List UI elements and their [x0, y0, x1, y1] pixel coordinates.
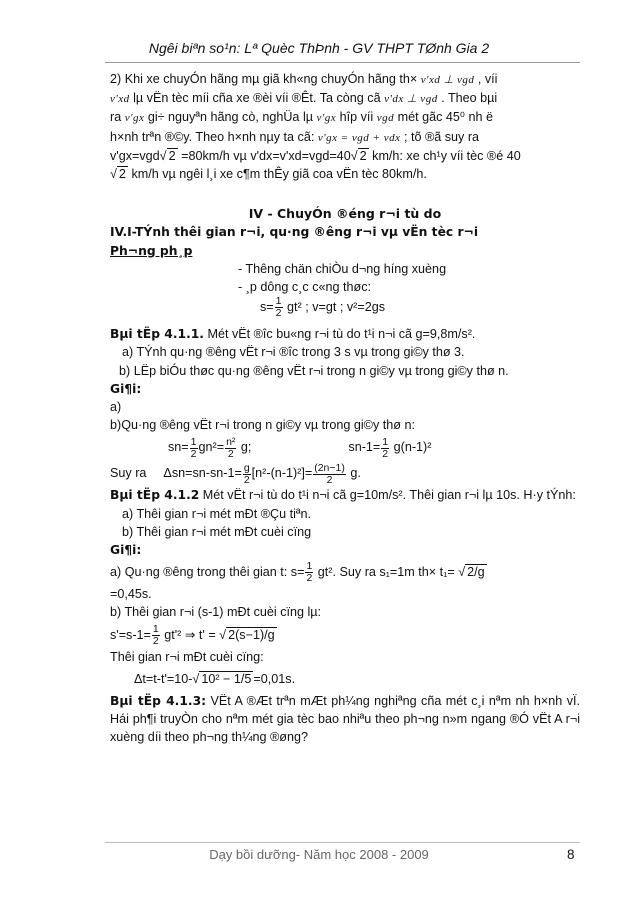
- fraction: $\frac{1}{2}$: [275, 295, 282, 320]
- text: h×nh trªn ®©y. Theo h×nh nµy ta cã:: [110, 129, 315, 144]
- sqrt-symbol: √ 2: [350, 148, 367, 163]
- subsection-title: IV.I-TÝnh thêi gian r¬i, qu·ng ®êng r¬i vµ vËn tèc r¬i: [110, 225, 479, 240]
- formula-t-prime: s'=s-1= $\frac{1}{2}$ gt'² ⇒ t' = √ 2(s−1)/g: [110, 622, 275, 647]
- solution-b: b)Qu·ng ®êng vËt r¬i trong n gi©y vµ trong gi©y thø n:: [110, 418, 415, 433]
- text: . Theo bµi: [441, 91, 498, 106]
- method-heading: Ph¬ng ph¸p: [110, 243, 193, 258]
- formula-sn: sn= $\frac{1}{2}$ gn²= $\frac{\text{n²}}{2}$ g; sn-1= $\frac{1}{2}$ g(n-1)²: [168, 435, 432, 460]
- page-number: 8: [567, 847, 575, 862]
- vector-expression: v'xd: [110, 93, 130, 106]
- exercise-4-1-1: Bµi tËp 4.1.1. Mét vËt ®îc bu«ng r¬i tù do t¹i n¬i cã g=9,8m/s².: [110, 327, 476, 342]
- text: km/h vµ ngêi l¸i xe c¶m thÊy giã coa vËn tèc 80km/h.: [131, 167, 427, 182]
- solution-a: a): [110, 400, 122, 415]
- vector-expression: v'dx ⊥ vgd: [384, 93, 438, 106]
- text: , víi: [477, 72, 498, 86]
- content: [110, 70, 580, 746]
- text: km/h: xe ch¹y víi tèc ®é 40: [372, 148, 521, 163]
- formula-delta-t: Δt=t-t'=10-√ 10² − 1/5 =0,01s.: [134, 671, 296, 686]
- vector-expression: v'gx: [124, 112, 145, 125]
- page-footer: Dạy bồi dưỡng- Năm học 2008 - 2009: [209, 847, 429, 862]
- question-b: b) LËp biÓu thøc qu·ng ®êng vËt r¬i trong n gi©y vµ trong gi©y thø n.: [119, 363, 509, 378]
- bullet-item: - Thêng chän chiÒu d¬ng híng xuèng: [238, 261, 447, 276]
- last-meter-text: Thêi gian r¬i mÐt cuèi cïng:: [110, 649, 264, 664]
- vector-expression: vgd: [376, 112, 395, 125]
- text: gi÷ nguyªn hãng cò, nghÜa lµ: [147, 110, 313, 125]
- exercise-4-1-3: Bµi tËp 4.1.3: VËt A ®Æt trªn mÆt ph¼ng nghiªng cña mét c¸i nªm nh h×nh vÏ. Hái ph¶i truyÒn cho nªm mét gia tèc bao nhiªu theo ph¬ng n»m ngang ®Ó vËt A r¬i xuèng díi theo ph¬ng th¼ng ®øng?: [110, 693, 580, 745]
- paragraph-2: [110, 70, 580, 183]
- bullet-item: - ¸p dông c¸c c«ng thøc:: [238, 280, 371, 295]
- text: lµ vËn tèc míi cña xe ®èi víi ®Êt. Ta còng cã: [133, 91, 381, 106]
- text: ra: [110, 110, 122, 125]
- solution-label: Gi¶i:: [110, 381, 142, 396]
- vector-expression: v'gx = vgd + vdx: [317, 131, 401, 144]
- section-title: IV - ChuyÓn ®éng r¬i tù do: [248, 206, 442, 222]
- page-header: Ngêi biªn so¹n: Lª Quèc ThÞnh - GV THPT TØnh Gia 2: [148, 40, 490, 56]
- footer-rule: [105, 842, 580, 843]
- question-b: b) Thêi gian r¬i mét mÐt cuèi cïng: [122, 524, 312, 539]
- solution-a: a) Qu·ng ®êng trong thêi gian t: s= $\frac{1}{2}$ gt². Suy ra s₁=1m th× t₁= √ 2/g: [110, 560, 485, 585]
- text: hîp víi: [339, 110, 374, 125]
- formula-delta: Suy ra Δsn=sn-sn-1= $\frac{g}{2}$ [n²-(n-1)²]= $\frac{(2n-1)}{2}$ g.: [110, 461, 361, 486]
- question-a: a) TÝnh qu·ng ®êng vËt r¬i ®îc trong 3 s vµ trong gi©y thø 3.: [122, 345, 465, 360]
- text: ; tõ ®ã suy ra: [403, 129, 480, 144]
- vector-expression: v'gx: [316, 112, 337, 125]
- vector-expression: v'xd ⊥ vgd: [420, 74, 475, 86]
- sqrt-symbol: √ 2: [159, 148, 176, 163]
- sqrt-symbol: √ 2: [110, 167, 126, 182]
- header-rule: [105, 62, 580, 63]
- solution-b: b) Thêi gian r¬i (s-1) mÐt cuèi cïng lµ:: [110, 605, 322, 620]
- text: 2) Khi xe chuyÓn hãng mµ giã kh«ng chuyÓn hãng th×: [110, 72, 418, 86]
- text: v'gx=vgd: [110, 148, 160, 163]
- text: =80km/h vµ v'dx=v'xd=vgd=40: [181, 148, 351, 163]
- solution-a-result: =0,45s.: [110, 587, 152, 602]
- exercise-4-1-2: Bµi tËp 4.1.2 Mét vËt r¬i tù do t¹i n¬i cã g=10m/s². Thêi gian r¬i lµ 10s. H·y tÝnh:: [110, 488, 576, 503]
- text: mét gãc 45⁰ nh ë: [397, 110, 493, 125]
- solution-label: Gi¶i:: [110, 543, 142, 558]
- formula-line: s= $\frac{1}{2}$ gt² ; v=gt ; v²=2gs: [260, 295, 385, 320]
- question-a: a) Thêi gian r¬i mét mÐt ®Çu tiªn.: [122, 506, 312, 521]
